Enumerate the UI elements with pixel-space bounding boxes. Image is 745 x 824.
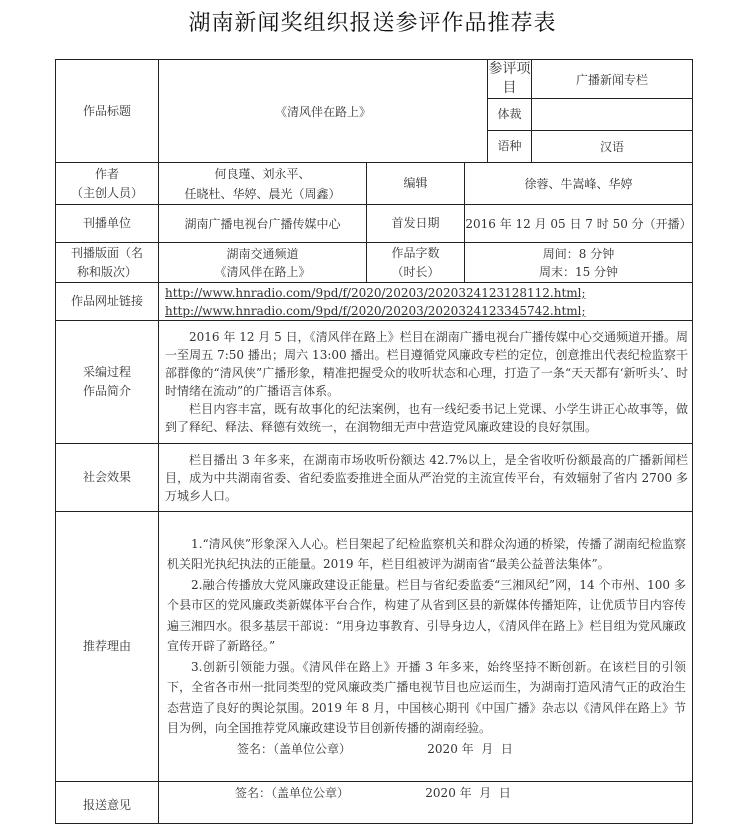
row-submit [56,782,693,824]
url-links [159,283,693,321]
editor-value: 徐蓉、牛嵩峰、华婷 [465,163,693,205]
effect-label: 社会效果 [56,444,159,512]
publisher-label: 刊播单位 [56,205,159,243]
author-label-line1: 作者 [94,166,119,181]
row-effect [56,444,693,512]
reason-paragraph-3: 3.创新引领能力强。《清风伴在路上》开播 3 年多来，始终坚持不断创新。在该栏目的引领下，全省各市州一批同类型的党风廉政类广播电视节目也应运而生，为湖南打造风清气正的政治生态营造了良好的舆论氛围。2019 年 8 月，中国核心期刊《中国广播》杂志以《清风伴在路上》节目为例，向全国推荐党风廉政建设节目创新传播的湖南经验。 [167,659,687,736]
effect-paragraph-1: 栏目播出 3 年多来，在湖南市场收听份额达 42.7%以上，是全省收听份额最高的广播新闻栏目，成为中共湖南省委、省纪委监委推进全面从严治党的主流宣传平台，有效辐射了省内 2700 多万城乡人口。 [165,452,689,503]
first-date-value: 2016 年 12 月 05 日 7 时 50 分（开播） [465,205,693,243]
category-label: 参评项目 [488,60,532,99]
author-value [159,163,367,205]
length-value-line2: 周末：15 分钟 [538,264,619,279]
row-edition [56,243,693,283]
editor-label: 编辑 [367,163,465,205]
reason-signature: 签名：（盖单位公章） 2020 年 月 日 [237,741,513,756]
process-label [56,321,159,444]
category-value: 广播新闻专栏 [532,60,693,99]
url-label: 作品网址链接 [56,283,159,321]
author-value-line2: 任晓杜、华婷、晨光（周鑫） [184,186,341,201]
length-label-line1: 作品字数 [391,245,440,260]
language-label: 语种 [488,131,532,163]
row-author [56,163,693,205]
author-label [56,163,159,205]
page-title: 湖南新闻奖组织报送参评作品推荐表 [188,11,557,36]
first-date-label: 首发日期 [367,205,465,243]
author-label-line2: （主创人员） [70,185,143,200]
submit-label: 报送意见 [56,782,159,824]
row-process [56,321,693,444]
length-value [465,243,693,283]
reason-text [159,512,693,782]
edition-value-line2: 《清风伴在路上》 [214,264,311,279]
process-paragraph-2: 栏目内容丰富，既有故事化的纪法案例，也有一线纪委书记上党课、小学生讲正心故事等，做到了释纪、释法、释德有效统一，在润物细无声中营造党风廉政建设的良好氛围。 [165,402,689,434]
genre-label: 体裁 [488,99,532,131]
length-label [367,243,465,283]
edition-label-line1: 刊播版面（名 [70,245,143,260]
row-reason [56,512,693,782]
length-label-line2: （时长） [391,264,440,279]
recommendation-form-table [55,59,693,824]
edition-value [159,243,367,283]
process-paragraph-1: 2016 年 12 月 5 日，《清风伴在路上》栏目在湖南广播电视台广播传媒中心交通频道开播。周一至周五 7:50 播出；周六 13:00 播出。栏目遵循党风廉政专栏的定位，创意推出代表纪检监察干部群像的“清风侠”广播形象，精准把握受众的收听状态和心理，打造了一条“天天都有‘新听头’、时时情绪在流动”的广播语言体系。 [165,330,689,398]
url-link-2[interactable]: http://www.hnradio.com/9pd/f/2020/20203/2020324123345742.html; [165,303,586,318]
effect-text [159,444,693,512]
process-label-line2: 作品简介 [82,384,131,398]
row-url [56,283,693,321]
submit-signature: 签名：（盖单位公章） 2020 年 月 日 [235,786,511,800]
submit-text [159,782,693,824]
reason-paragraph-2: 2.融合传播放大党风廉政建设正能量。栏目与省纪委监委“三湘风纪”网，14 个市州、100 多个县市区的党风廉政类新媒体平台合作，构建了从省到区县的新媒体传播矩阵，让优质节目内容传遍三湘四水。很多基层干部说：“用身边事教育、引导身边人，《清风伴在路上》栏目组为党风廉政宣传开辟了新路径。” [167,577,687,654]
reason-label: 推荐理由 [56,512,159,782]
edition-value-line1: 湖南交通频道 [226,246,299,261]
process-text [159,321,693,444]
author-value-line1: 何良瑾、刘永平、 [214,166,311,181]
language-value: 汉语 [532,131,693,163]
url-link-1[interactable]: http://www.hnradio.com/9pd/f/2020/20203/2020324123128112.html; [165,285,586,300]
process-label-line1: 采编过程 [82,365,131,379]
reason-paragraph-1: 1.“清风侠”形象深入人心。栏目架起了纪检监察机关和群众沟通的桥梁，传播了湖南纪检监察机关阳光执纪执法的正能量。2019 年，栏目组被评为湖南省“最美公益普法集体”。 [167,536,687,572]
row-category [56,60,693,99]
length-value-line1: 周间：8 分钟 [542,246,615,261]
work-title-label: 作品标题 [56,60,159,163]
edition-label-line2: 称和版次） [76,264,137,279]
row-publisher [56,205,693,243]
edition-label [56,243,159,283]
genre-value [532,99,693,131]
work-title-value: 《清风伴在路上》 [159,60,488,163]
publisher-value: 湖南广播电视台广播传媒中心 [159,205,367,243]
